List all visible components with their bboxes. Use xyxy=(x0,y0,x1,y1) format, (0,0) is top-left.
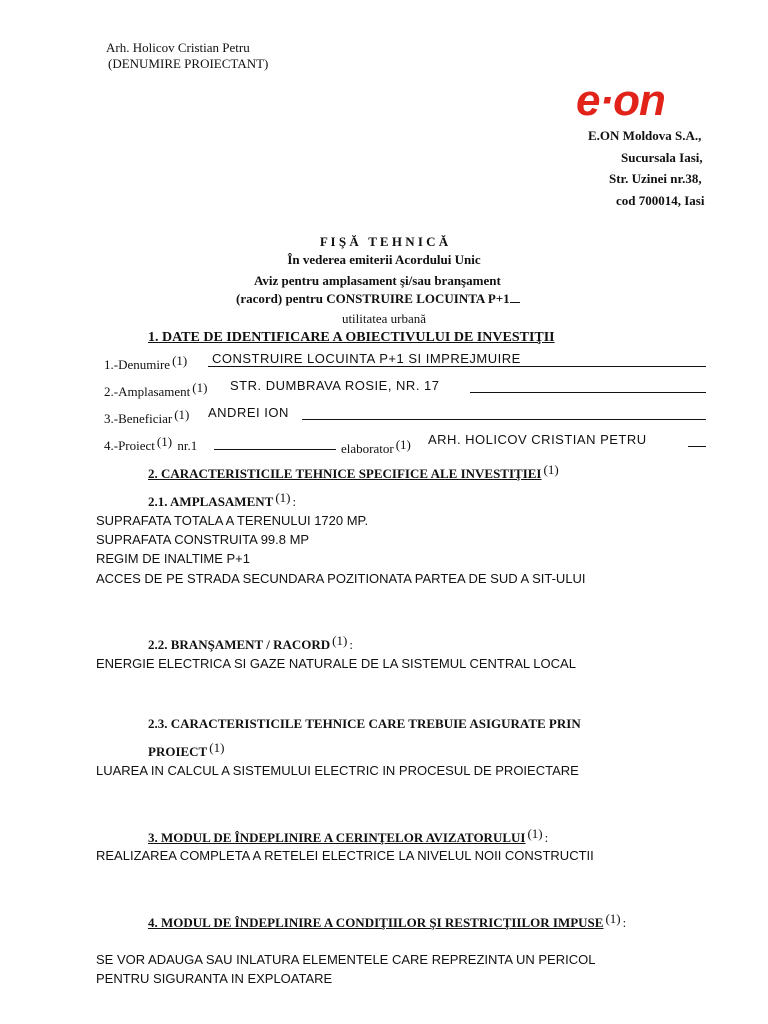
denumire-value: CONSTRUIRE LOCUINTA P+1 SI IMPREJMUIRE xyxy=(212,351,521,366)
s21-line-3: REGIM DE INALTIME P+1 xyxy=(96,551,250,566)
footnote-marker: (1) xyxy=(543,462,559,477)
section-2-1-heading-wrap xyxy=(148,490,296,510)
footnote-marker: (1) xyxy=(395,437,411,452)
amplasament-value: STR. DUMBRAVA ROSIE, NR. 17 xyxy=(230,378,440,393)
recipient-line-2: Sucursala Iasi, xyxy=(621,150,703,165)
proiect-nr: nr.1 xyxy=(177,438,198,453)
elaborator-value: ARH. HOLICOV CRISTIAN PETRU xyxy=(428,432,647,447)
footnote-marker: (1) xyxy=(332,633,348,648)
footnote-marker: (1) xyxy=(209,740,225,755)
section-2-1-heading: 2.1. AMPLASAMENT xyxy=(148,494,274,509)
section-1-heading: 1. DATE DE IDENTIFICARE A OBIECTIVULUI DE INVESTIŢII xyxy=(148,330,555,345)
row-proiect xyxy=(104,434,197,454)
row-amplasament xyxy=(104,380,209,400)
eon-logo-text: e·on xyxy=(576,76,665,125)
designer-label: (DENUMIRE PROIECTANT) xyxy=(108,56,269,71)
section-2-3-heading-line-2: PROIECT xyxy=(148,744,208,759)
s23-text: LUAREA IN CALCUL A SISTEMULUI ELECTRIC IN PROCESUL DE PROIECTARE xyxy=(96,763,579,778)
footnote-marker: (1) xyxy=(275,490,291,505)
title-line-3-prefix: (racord) pentru xyxy=(236,291,324,306)
section-3-heading: 3. MODUL DE ÎNDEPLINIRE A CERINŢELOR AVIZATORULUI xyxy=(148,830,526,845)
title-line-3-object: CONSTRUIRE LOCUINTA P+1 xyxy=(326,291,510,306)
footnote-marker: (1) xyxy=(174,407,190,422)
colon: : xyxy=(622,915,627,930)
colon: : xyxy=(544,830,549,845)
row-beneficiar xyxy=(104,407,191,427)
beneficiar-underline xyxy=(302,419,706,420)
s22-text: ENERGIE ELECTRICA SI GAZE NATURALE DE LA SISTEMUL CENTRAL LOCAL xyxy=(96,656,576,671)
beneficiar-value: ANDREI ION xyxy=(208,405,289,420)
designer-name: Arh. Holicov Cristian Petru xyxy=(106,40,250,55)
s21-line-1: SUPRAFATA TOTALA A TERENULUI 1720 MP. xyxy=(96,513,369,528)
section-2-2-heading-wrap xyxy=(148,633,353,653)
proiect-label: 4.-Proiect xyxy=(104,438,155,453)
section-4-heading-wrap xyxy=(148,911,626,931)
s4-text-line-1: SE VOR ADAUGA SAU INLATURA ELEMENTELE CARE REPREZINTA UN PERICOL xyxy=(96,952,596,967)
colon: : xyxy=(349,637,353,652)
eon-logo xyxy=(576,76,665,126)
footnote-marker: (1) xyxy=(605,911,621,926)
s4-text-line-2: PENTRU SIGURANTA IN EXPLOATARE xyxy=(96,971,333,986)
s3-text: REALIZAREA COMPLETA A RETELEI ELECTRICE LA NIVELUL NOII CONSTRUCTII xyxy=(96,848,594,863)
section-4-heading: 4. MODUL DE ÎNDEPLINIRE A CONDIŢIILOR ŞI RESTRICŢIILOR IMPUSE xyxy=(148,915,604,930)
section-2-3-heading-line-2-wrap xyxy=(148,740,226,760)
footnote-marker: (1) xyxy=(192,380,208,395)
section-2-2-heading: 2.2. BRANŞAMENT / RACORD xyxy=(148,637,331,652)
amplasament-underline xyxy=(470,392,706,393)
section-3-heading-wrap xyxy=(148,826,548,846)
title-line-4: utilitatea urbană xyxy=(341,311,427,326)
section-2-heading: 2. CARACTERISTICILE TEHNICE SPECIFICE ALE INVESTIŢIEI xyxy=(148,466,542,481)
proiect-nr-underline xyxy=(214,449,336,450)
denumire-underline xyxy=(208,366,706,367)
denumire-label: 1.-Denumire xyxy=(104,357,171,372)
title-line-3 xyxy=(236,291,520,307)
recipient-line-1: E.ON Moldova S.A., xyxy=(588,128,702,143)
footnote-marker: (1) xyxy=(527,826,543,841)
doc-title: F I Ş Ă T E H N I C Ă xyxy=(319,234,449,249)
row-denumire xyxy=(104,353,189,373)
colon: : xyxy=(292,494,297,509)
footnote-marker: (1) xyxy=(172,353,188,368)
title-line-2: Aviz pentru amplasament şi/sau branşament xyxy=(254,273,501,288)
recipient-line-3: Str. Uzinei nr.38, xyxy=(609,171,702,186)
s21-line-2: SUPRAFATA CONSTRUITA 99.8 MP xyxy=(96,532,310,547)
amplasament-label: 2.-Amplasament xyxy=(104,384,191,399)
section-2-heading-wrap xyxy=(148,462,561,482)
elaborator-underline xyxy=(688,446,706,447)
footnote-marker: (1) xyxy=(156,434,173,449)
elaborator-label-wrap xyxy=(341,437,413,457)
beneficiar-label: 3.-Beneficiar xyxy=(104,411,173,426)
recipient-line-4: cod 700014, Iasi xyxy=(616,193,705,208)
title-line-1: În vederea emiterii Acordului Unic xyxy=(287,252,481,267)
s21-line-4: ACCES DE PE STRADA SECUNDARA POZITIONATA PARTEA DE SUD A SIT-ULUI xyxy=(96,571,586,586)
section-2-3-heading-line-1: 2.3. CARACTERISTICILE TEHNICE CARE TREBUIE ASIGURATE PRIN xyxy=(148,716,581,731)
elaborator-label: elaborator xyxy=(341,441,394,456)
